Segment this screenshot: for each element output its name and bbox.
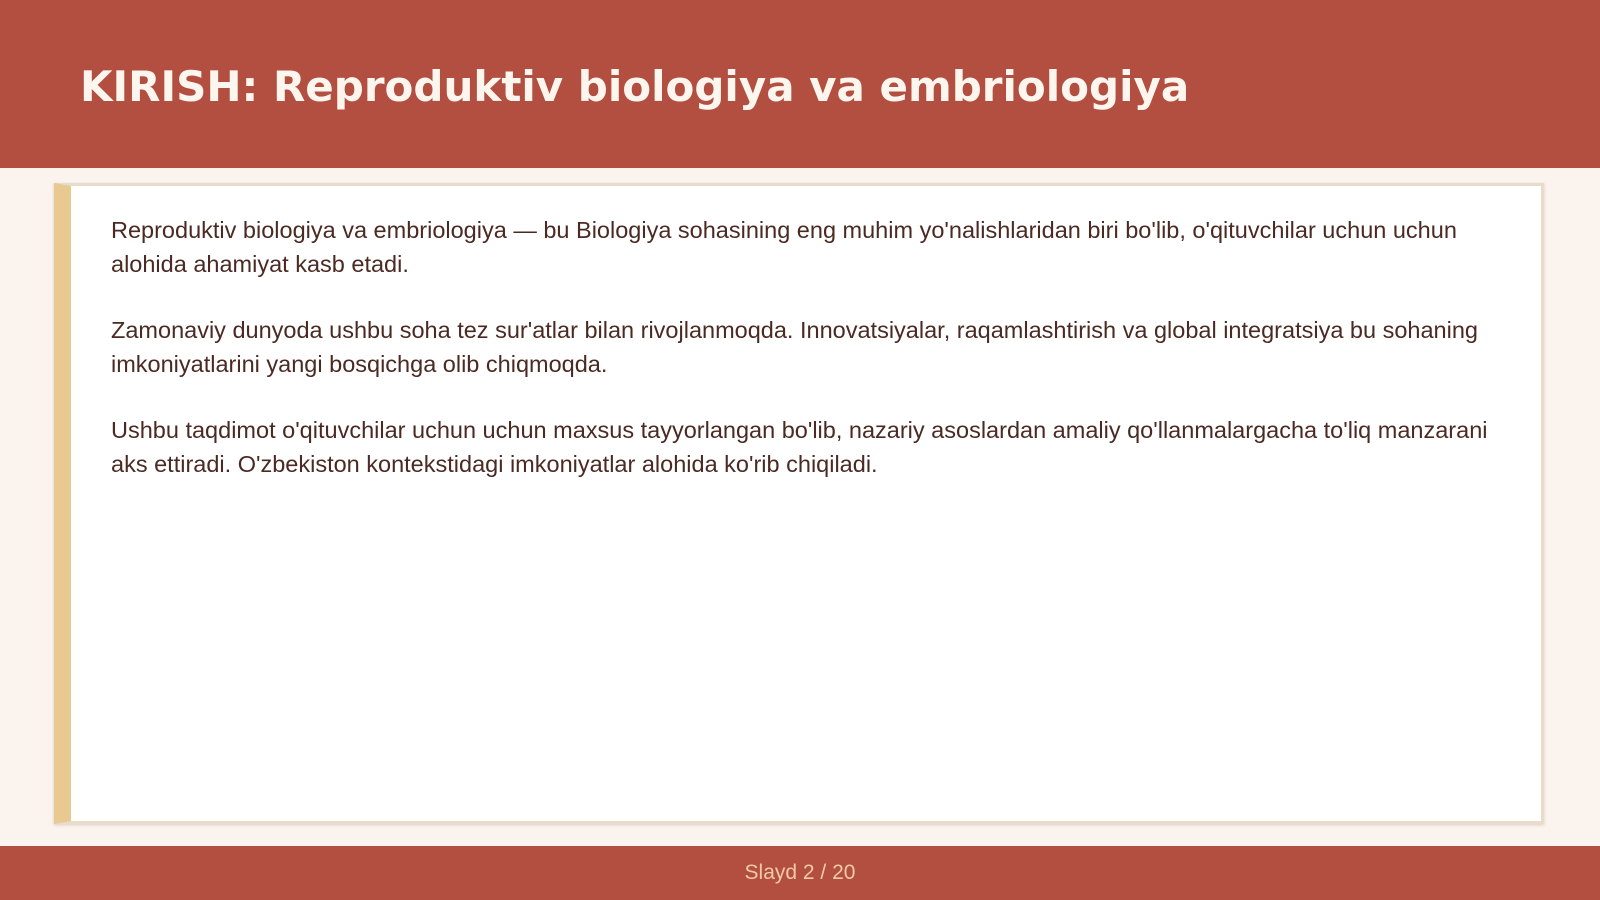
paragraph-intro: Reproduktiv biologiya va embriologiya — bu Biologiya sohasining eng muhim yo'nalishlaridan biri bo'lib, o'qituvchilar uchun uchun alohida ahamiyat kasb etadi. (111, 217, 1457, 277)
body-text (111, 214, 1501, 514)
slide-footer (0, 846, 1600, 900)
paragraph-modern-world: Zamonaviy dunyoda ushbu soha tez sur'atlar bilan rivojlanmoqda. Innovatsiyalar, raqamlashtirish va global integratsiya bu sohaning imkoniyatlarini yangi bosqichga olib chiqmoqda. (111, 317, 1478, 377)
paragraph-presentation-purpose: Ushbu taqdimot o'qituvchilar uchun uchun maxsus tayyorlangan bo'lib, nazariy asoslardan amaliy qo'llanmalargacha to'liq manzarani aks ettiradi. O'zbekiston kontekstidagi imkoniyatlar alohida ko'rib chiqiladi. (111, 417, 1488, 477)
slide-title: KIRISH: Reproduktiv biologiya va embriologiya (80, 62, 1190, 111)
content-card (54, 183, 1544, 824)
slide-number: Slayd 2 / 20 (744, 861, 856, 884)
slide-header (0, 0, 1600, 168)
